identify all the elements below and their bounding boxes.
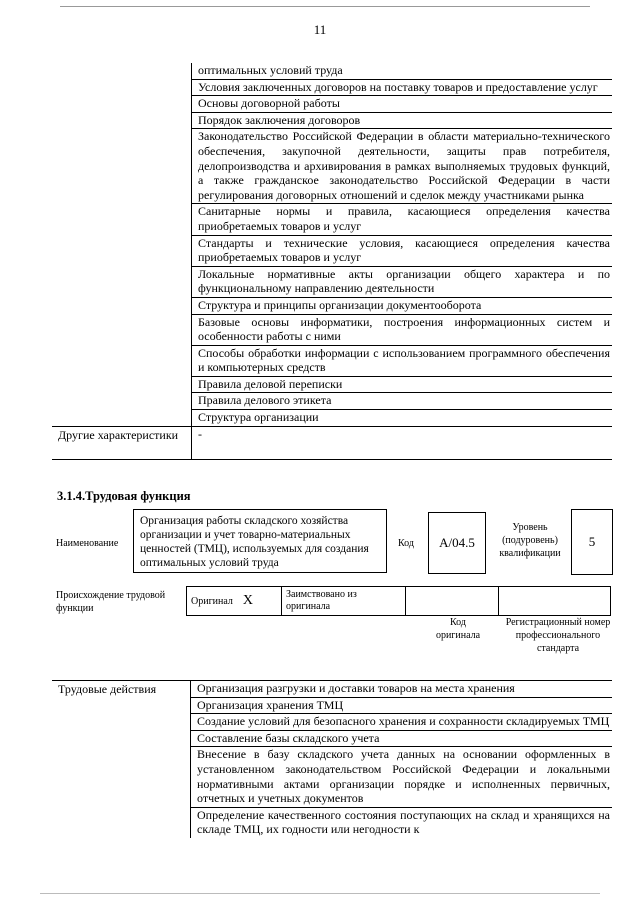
original-code-cell [406,587,499,616]
knowledge-table [52,63,612,460]
table-row [52,426,612,460]
origin-label: Происхождение трудовой функции [56,590,166,614]
qualification-level-value: 5 [571,509,613,575]
labor-action-item: Внесение в базу складского учета данных на основании оформленных в установленном законодательством Российской Федерации и локальными нормативными актами организации порядке и исполненных первичных, отчетных и учетных документов [191,747,613,807]
knowledge-item: Основы договорной работы [192,96,613,113]
origin-table [186,586,611,616]
section-title: 3.1.4.Трудовая функция [57,489,191,503]
knowledge-item: Структура и принципы организации документооборота [192,297,613,314]
knowledge-item: Условия заключенных договоров на поставку товаров и предоставление услуг [192,79,613,96]
knowledge-item: оптимальных условий труда [192,63,613,79]
original-label: Оригинал [191,596,233,607]
knowledge-item: Способы обработки информации с использованием программного обеспечения и компьютерных средств [192,345,613,376]
knowledge-item: Базовые основы информатики, построения информационных систем и особенности работы с ними [192,314,613,345]
labor-action-item: Определение качественного состояния поступающих на склад и хранящихся на складе ТМЦ, их годности или негодности к [191,807,613,838]
page-number: 11 [313,22,327,37]
other-characteristics-label: Другие характеристики [52,426,192,460]
page-bottom-edge [40,893,600,894]
labor-actions-label: Трудовые действия [52,681,191,838]
registration-number-label: Регистрационный номер профессионального стандарта [505,617,611,654]
function-name-value: Организация работы складского хозяйства организации и учет товарно-материальных ценностей (ТМЦ), используемых для создания оптимальных условий труда [133,509,387,573]
knowledge-item: Локальные нормативные акты организации общего характера и по функциональному направлению деятельности [192,266,613,297]
knowledge-item: Законодательство Российской Федерации в области материально-технического обеспечения, закупочной деятельности, защиты прав потребителя, делопроизводства и архивирования в рамках выполняемых трудовых функций, а также гражданское законодательство Российской Федерации в части регулирования договорных отношений и сделок между участниками рынка [192,129,613,204]
labor-action-item: Составление базы складского учета [191,730,613,747]
borrowed-label: Заимствовано из оригинала [282,587,406,616]
labor-action-item: Организация хранения ТМЦ [191,697,613,714]
page-top-edge [60,6,590,7]
original-mark: X [242,593,254,608]
qualification-level-label: Уровень (подуровень) квалификации [499,522,561,559]
table-row [52,681,612,698]
original-code-label: Код оригинала [435,617,481,641]
code-label: Код [398,538,414,549]
table-row [187,587,611,616]
labor-action-item: Создание условий для безопасного хранения и сохранности складируемых ТМЦ [191,714,613,731]
knowledge-item: Структура организации [192,410,613,427]
original-cell [187,587,282,616]
function-code-value: A/04.5 [428,512,486,574]
knowledge-item: Санитарные нормы и правила, касающиеся определения качества приобретаемых товаров и услуг [192,204,613,235]
knowledge-item: Стандарты и технические условия, касающиеся определения качества приобретаемых товаров и услуг [192,235,613,266]
other-characteristics-value: - [192,426,613,460]
labor-actions-table [52,680,612,838]
table-row [52,63,612,79]
knowledge-left-cell [52,63,192,426]
registration-number-cell [499,587,611,616]
knowledge-item: Порядок заключения договоров [192,112,613,129]
knowledge-item: Правила делового этикета [192,393,613,410]
name-label: Наименование [56,538,119,549]
labor-action-item: Организация разгрузки и доставки товаров на места хранения [191,681,613,698]
knowledge-item: Правила деловой переписки [192,376,613,393]
